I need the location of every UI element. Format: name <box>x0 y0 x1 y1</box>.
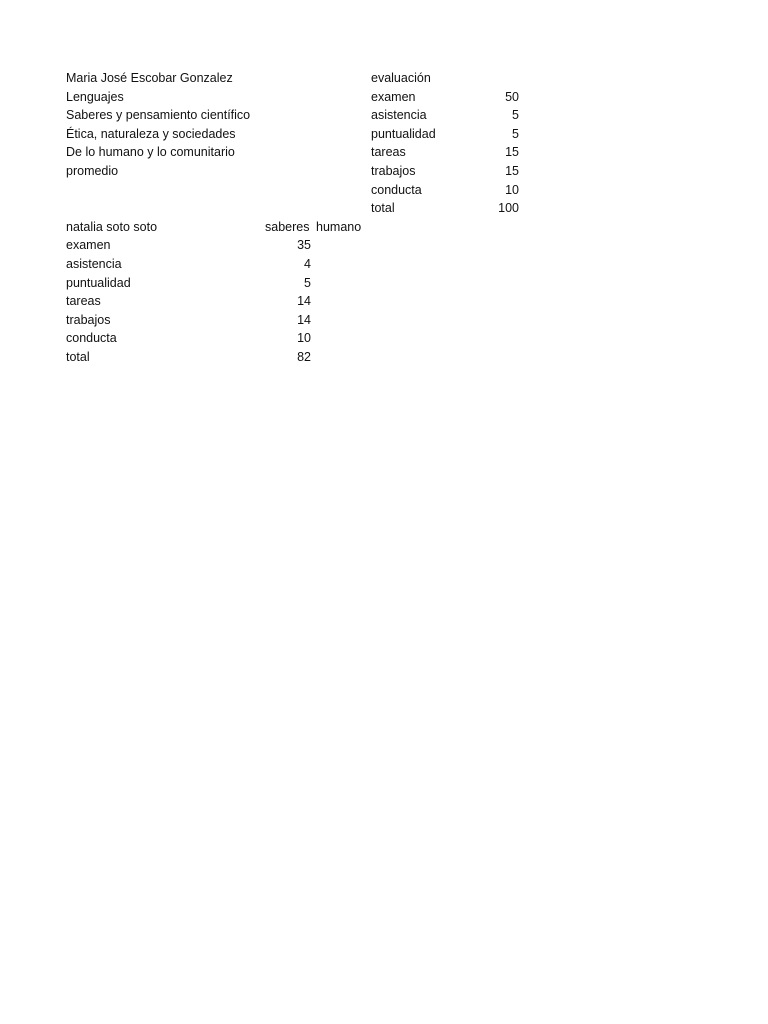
score-label: puntualidad <box>66 275 131 290</box>
evaluacion-label: tareas <box>371 145 406 160</box>
evaluacion-title: evaluación <box>371 71 431 85</box>
score-label: trabajos <box>66 312 111 327</box>
column-header-saberes: saberes <box>265 219 310 234</box>
evaluacion-label: trabajos <box>371 164 416 178</box>
evaluacion-label: puntualidad <box>371 126 436 141</box>
evaluacion-total-label: total <box>371 201 395 216</box>
score-total-value: 82 <box>297 350 311 364</box>
score-total-label: total <box>66 350 90 364</box>
score-label: tareas <box>66 294 101 309</box>
evaluacion-label: examen <box>371 89 416 104</box>
student-full-name: Maria José Escobar Gonzalez <box>66 71 233 85</box>
score-value: 14 <box>297 294 311 309</box>
subject-etica: Ética, naturaleza y sociedades <box>66 126 236 141</box>
score-value: 14 <box>297 312 311 327</box>
evaluacion-value: 15 <box>505 164 519 178</box>
score-label: conducta <box>66 331 117 346</box>
evaluacion-total-value: 100 <box>498 201 519 216</box>
subject-saberes: Saberes y pensamiento científico <box>66 108 251 123</box>
promedio-label: promedio <box>66 164 119 178</box>
score-label: asistencia <box>66 257 122 271</box>
subject-lenguajes: Lenguajes <box>66 89 124 104</box>
evaluacion-value: 5 <box>512 126 519 141</box>
score-value: 35 <box>297 238 311 253</box>
student-name: natalia soto soto <box>66 219 158 234</box>
evaluacion-label: asistencia <box>371 108 427 123</box>
column-header-humano: humano <box>316 219 362 234</box>
evaluacion-value: 15 <box>505 145 519 160</box>
score-label: examen <box>66 238 111 253</box>
score-value: 10 <box>297 331 311 346</box>
score-value: 5 <box>304 275 311 290</box>
score-value: 4 <box>304 257 311 271</box>
subject-humano: De lo humano y lo comunitario <box>66 145 235 160</box>
evaluacion-value: 5 <box>512 108 519 123</box>
evaluacion-value: 10 <box>505 182 519 197</box>
evaluacion-value: 50 <box>505 89 519 104</box>
evaluacion-label: conducta <box>371 182 422 197</box>
